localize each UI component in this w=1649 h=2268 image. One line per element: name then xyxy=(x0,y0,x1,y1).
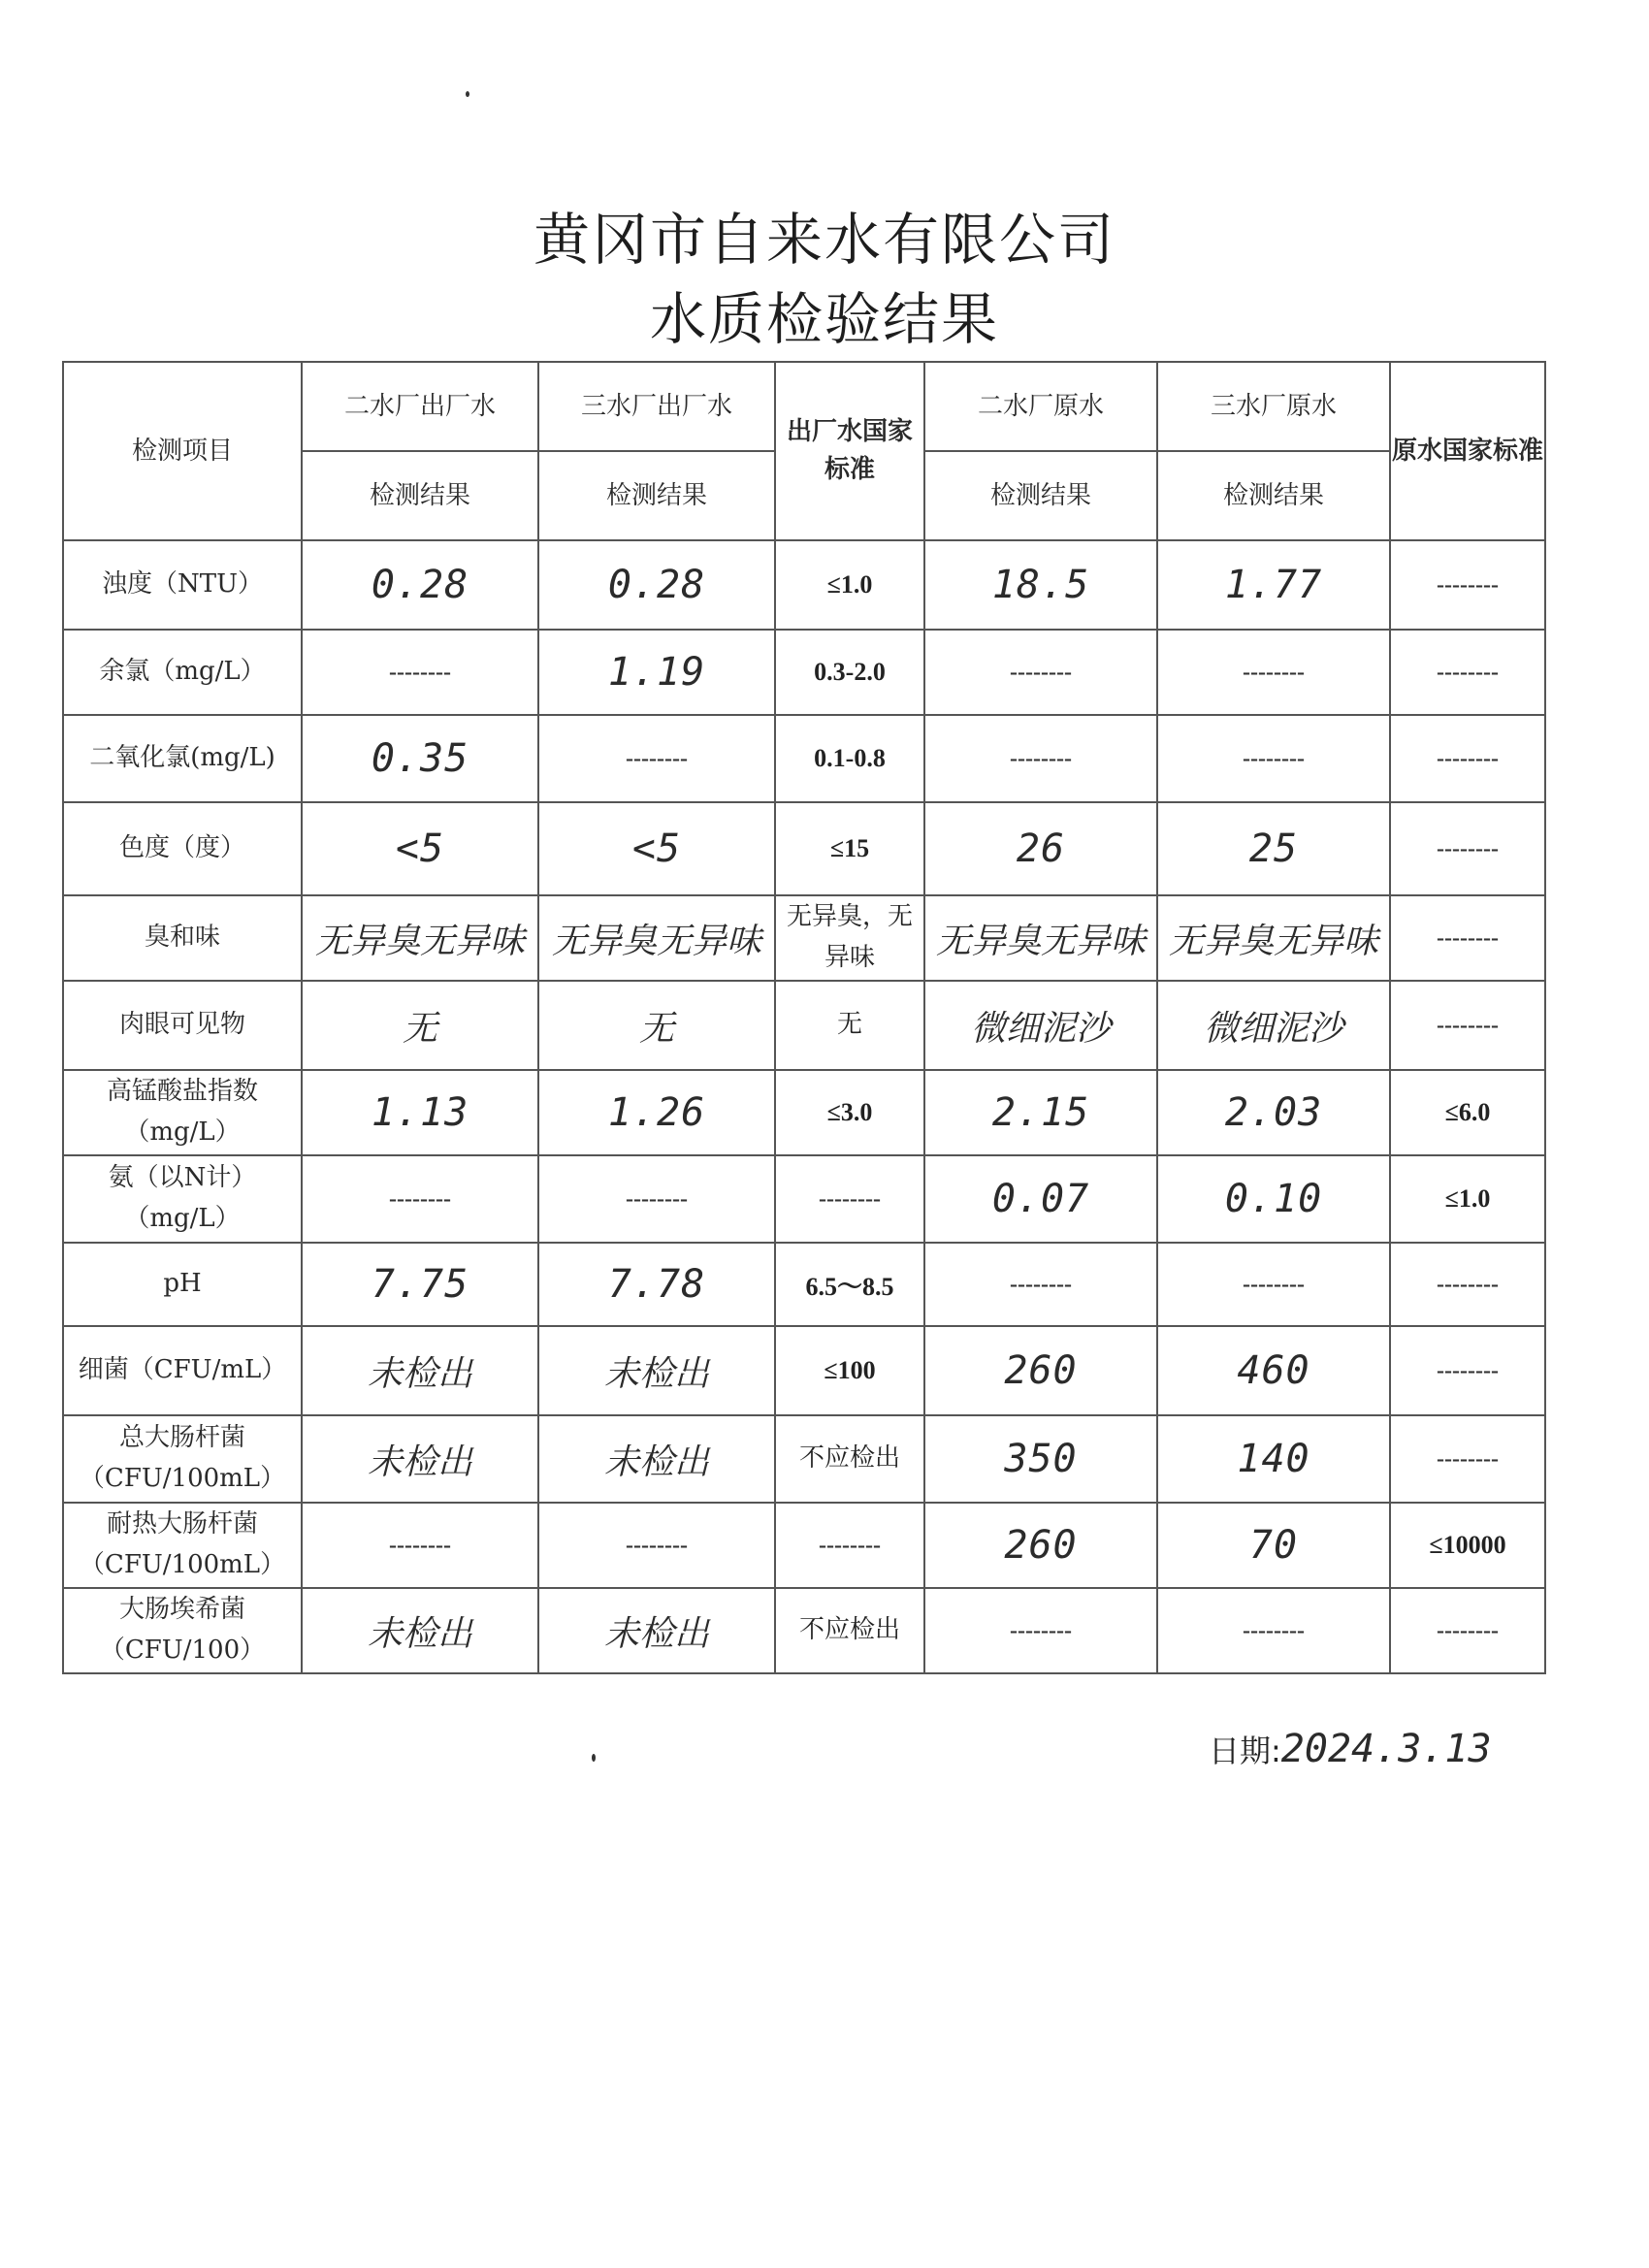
cell-plant3-raw: -------- xyxy=(1157,1243,1390,1326)
table-row xyxy=(63,1243,1545,1326)
cell-plant2-out: 1.13 xyxy=(302,1070,538,1155)
header-std-raw: 原水国家标准 xyxy=(1390,362,1545,540)
header-plant2-out: 二水厂出厂水 xyxy=(302,362,538,451)
cell-plant2-out: 未检出 xyxy=(302,1326,538,1415)
cell-std-raw: -------- xyxy=(1390,630,1545,715)
cell-plant3-out: 1.19 xyxy=(538,630,775,715)
table-row xyxy=(63,895,1545,981)
table-row xyxy=(63,1503,1545,1588)
cell-plant2-out: 无 xyxy=(302,981,538,1070)
scan-speck xyxy=(466,91,469,97)
cell-std-raw: -------- xyxy=(1390,1415,1545,1503)
cell-plant2-raw: -------- xyxy=(924,630,1157,715)
cell-plant2-raw: 18.5 xyxy=(924,540,1157,630)
cell-std-out: 无异臭，无异味 xyxy=(775,895,924,981)
header-std-out: 出厂水国家标准 xyxy=(775,362,924,540)
cell-plant2-out: 无异臭无异味 xyxy=(302,895,538,981)
cell-std-raw: ≤1.0 xyxy=(1390,1155,1545,1243)
table-row xyxy=(63,1070,1545,1155)
cell-plant2-raw: 0.07 xyxy=(924,1155,1157,1243)
header-plant3-out: 三水厂出厂水 xyxy=(538,362,775,451)
cell-plant3-raw: 460 xyxy=(1157,1326,1390,1415)
cell-plant2-raw: -------- xyxy=(924,715,1157,802)
cell-plant2-out: -------- xyxy=(302,1503,538,1588)
cell-plant3-out: 未检出 xyxy=(538,1326,775,1415)
cell-item: 氨（以N计）（mg/L） xyxy=(63,1155,302,1243)
cell-plant2-out: 0.28 xyxy=(302,540,538,630)
date-value: 2024.3.13 xyxy=(1280,1727,1492,1771)
cell-plant2-raw: 2.15 xyxy=(924,1070,1157,1155)
cell-std-out: -------- xyxy=(775,1503,924,1588)
table-row xyxy=(63,715,1545,802)
cell-plant3-out: -------- xyxy=(538,1503,775,1588)
table-row xyxy=(63,1415,1545,1503)
cell-item: 色度（度） xyxy=(63,802,302,895)
header-result: 检测结果 xyxy=(538,451,775,540)
cell-std-raw: -------- xyxy=(1390,540,1545,630)
cell-plant3-raw: 2.03 xyxy=(1157,1070,1390,1155)
cell-std-raw: -------- xyxy=(1390,715,1545,802)
cell-std-raw: -------- xyxy=(1390,802,1545,895)
report-title: 水质检验结果 xyxy=(649,286,999,352)
cell-std-raw: ≤10000 xyxy=(1390,1503,1545,1588)
cell-std-raw: ≤6.0 xyxy=(1390,1070,1545,1155)
table-row xyxy=(63,1155,1545,1243)
cell-std-raw: -------- xyxy=(1390,1588,1545,1673)
cell-plant2-raw: 350 xyxy=(924,1415,1157,1503)
cell-plant2-raw: -------- xyxy=(924,1243,1157,1326)
header-result: 检测结果 xyxy=(1157,451,1390,540)
cell-plant3-raw: -------- xyxy=(1157,715,1390,802)
cell-item: 耐热大肠杆菌（CFU/100mL） xyxy=(63,1503,302,1588)
cell-item: 细菌（CFU/mL） xyxy=(63,1326,302,1415)
cell-plant3-out: 未检出 xyxy=(538,1415,775,1503)
cell-std-raw: -------- xyxy=(1390,1243,1545,1326)
cell-plant3-raw: 无异臭无异味 xyxy=(1157,895,1390,981)
cell-std-out: ≤3.0 xyxy=(775,1070,924,1155)
cell-plant2-raw: 260 xyxy=(924,1326,1157,1415)
table-row xyxy=(63,630,1545,715)
cell-plant2-raw: -------- xyxy=(924,1588,1157,1673)
cell-plant2-out: -------- xyxy=(302,630,538,715)
cell-item: 余氯（mg/L） xyxy=(63,630,302,715)
report-date xyxy=(1209,1727,1492,1771)
cell-plant2-raw: 260 xyxy=(924,1503,1157,1588)
water-quality-table xyxy=(62,361,1546,1674)
cell-plant2-raw: 无异臭无异味 xyxy=(924,895,1157,981)
header-plant2-raw: 二水厂原水 xyxy=(924,362,1157,451)
cell-plant2-out: <5 xyxy=(302,802,538,895)
table-row xyxy=(63,540,1545,630)
cell-plant3-out: -------- xyxy=(538,1155,775,1243)
cell-plant3-raw: 微细泥沙 xyxy=(1157,981,1390,1070)
cell-item: 二氧化氯(mg/L) xyxy=(63,715,302,802)
cell-plant3-out: 7.78 xyxy=(538,1243,775,1326)
cell-plant3-raw: -------- xyxy=(1157,630,1390,715)
table-row xyxy=(63,802,1545,895)
date-label: 日期: xyxy=(1209,1733,1281,1769)
cell-std-out: 0.3-2.0 xyxy=(775,630,924,715)
header-plant3-raw: 三水厂原水 xyxy=(1157,362,1390,451)
cell-std-out: ≤15 xyxy=(775,802,924,895)
header-result: 检测结果 xyxy=(924,451,1157,540)
cell-std-out: 无 xyxy=(775,981,924,1070)
cell-std-out: -------- xyxy=(775,1155,924,1243)
table-row xyxy=(63,1326,1545,1415)
cell-plant2-out: -------- xyxy=(302,1155,538,1243)
cell-std-out: 6.5～8.5 xyxy=(775,1243,924,1326)
cell-plant3-raw: 1.77 xyxy=(1157,540,1390,630)
cell-plant2-raw: 26 xyxy=(924,802,1157,895)
cell-std-out: 不应检出 xyxy=(775,1588,924,1673)
cell-std-out: 不应检出 xyxy=(775,1415,924,1503)
cell-plant3-raw: 140 xyxy=(1157,1415,1390,1503)
cell-item: 总大肠杆菌（CFU/100mL） xyxy=(63,1415,302,1503)
cell-item: 大肠埃希菌（CFU/100） xyxy=(63,1588,302,1673)
cell-plant2-raw: 微细泥沙 xyxy=(924,981,1157,1070)
cell-std-out: 0.1-0.8 xyxy=(775,715,924,802)
cell-item: 高锰酸盐指数（mg/L） xyxy=(63,1070,302,1155)
table-row xyxy=(63,981,1545,1070)
cell-item: 肉眼可见物 xyxy=(63,981,302,1070)
cell-plant2-out: 0.35 xyxy=(302,715,538,802)
cell-plant2-out: 未检出 xyxy=(302,1415,538,1503)
cell-item: 浊度（NTU） xyxy=(63,540,302,630)
cell-plant3-out: <5 xyxy=(538,802,775,895)
cell-plant3-raw: 70 xyxy=(1157,1503,1390,1588)
scan-speck xyxy=(592,1754,596,1762)
cell-std-raw: -------- xyxy=(1390,1326,1545,1415)
cell-plant3-raw: 0.10 xyxy=(1157,1155,1390,1243)
company-title: 黄冈市自来水有限公司 xyxy=(533,207,1116,273)
cell-std-out: ≤1.0 xyxy=(775,540,924,630)
header-item: 检测项目 xyxy=(63,362,302,540)
cell-std-out: ≤100 xyxy=(775,1326,924,1415)
cell-plant3-out: 0.28 xyxy=(538,540,775,630)
table-row xyxy=(63,1588,1545,1673)
cell-plant3-out: 无 xyxy=(538,981,775,1070)
cell-item: pH xyxy=(63,1243,302,1326)
cell-plant2-out: 7.75 xyxy=(302,1243,538,1326)
cell-plant3-out: -------- xyxy=(538,715,775,802)
cell-std-raw: -------- xyxy=(1390,981,1545,1070)
cell-plant2-out: 未检出 xyxy=(302,1588,538,1673)
header-result: 检测结果 xyxy=(302,451,538,540)
cell-plant3-out: 无异臭无异味 xyxy=(538,895,775,981)
cell-plant3-out: 1.26 xyxy=(538,1070,775,1155)
cell-plant3-raw: -------- xyxy=(1157,1588,1390,1673)
cell-item: 臭和味 xyxy=(63,895,302,981)
cell-std-raw: -------- xyxy=(1390,895,1545,981)
cell-plant3-out: 未检出 xyxy=(538,1588,775,1673)
cell-plant3-raw: 25 xyxy=(1157,802,1390,895)
